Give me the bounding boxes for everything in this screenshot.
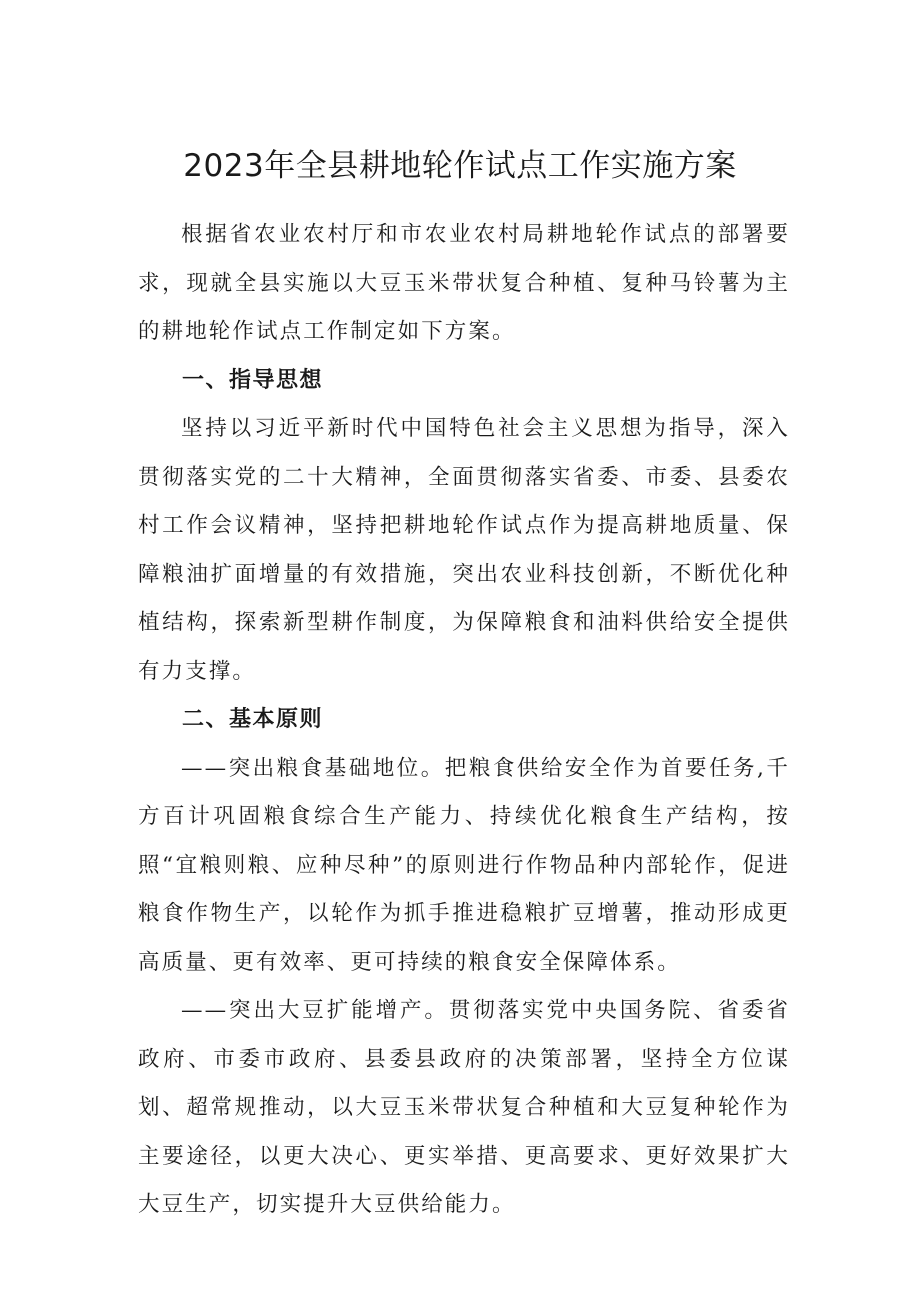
document-title: 2023年全县耕地轮作试点工作实施方案 <box>183 148 737 184</box>
principle-grain-paragraph: ——突出粮食基础地位。把粮食供给安全作为首要任务,千方百计巩固粮食综合生产能力、持续优化粮食生产结构，按照“宜粮则粮、应种尽种”的原则进行作物品种内部轮作，促进粮食作物生产，以轮作为抓手推进稳粮扩豆增薯，推动形成更高质量、更有效率、更可持续的粮食安全保障体系。 <box>138 755 790 975</box>
section-heading-basic-principles: 二、基本原则 <box>182 707 324 732</box>
section-heading-guiding-ideology: 一、指导思想 <box>182 367 324 393</box>
document-body <box>138 211 790 1230</box>
guiding-ideology-paragraph: 坚持以习近平新时代中国特色社会主义思想为指导，深入贯彻落实党的二十大精神，全面贯彻落实省委、市委、县委农村工作会议精神，坚持把耕地轮作试点作为提高耕地质量、保障粮油扩面增量的有效措施，突出农业科技创新，不断优化种植结构，探索新型耕作制度，为保障粮食和油料供给安全提供有力支撑。 <box>138 416 790 684</box>
principle-soybean-paragraph: ——突出大豆扩能增产。贯彻落实党中央国务院、省委省政府、市委市政府、县委县政府的决策部署，坚持全方位谋划、超常规推动，以大豆玉米带状复合种植和大豆复种轮作为主要途径，以更大决心、更实举措、更高要求、更好效果扩大大豆生产，切实提升大豆供给能力。 <box>138 998 790 1217</box>
intro-paragraph: 根据省农业农村厅和市农业农村局耕地轮作试点的部署要求，现就全县实施以大豆玉米带状复合种植、复种马铃薯为主的耕地轮作试点工作制定如下方案。 <box>138 222 790 344</box>
